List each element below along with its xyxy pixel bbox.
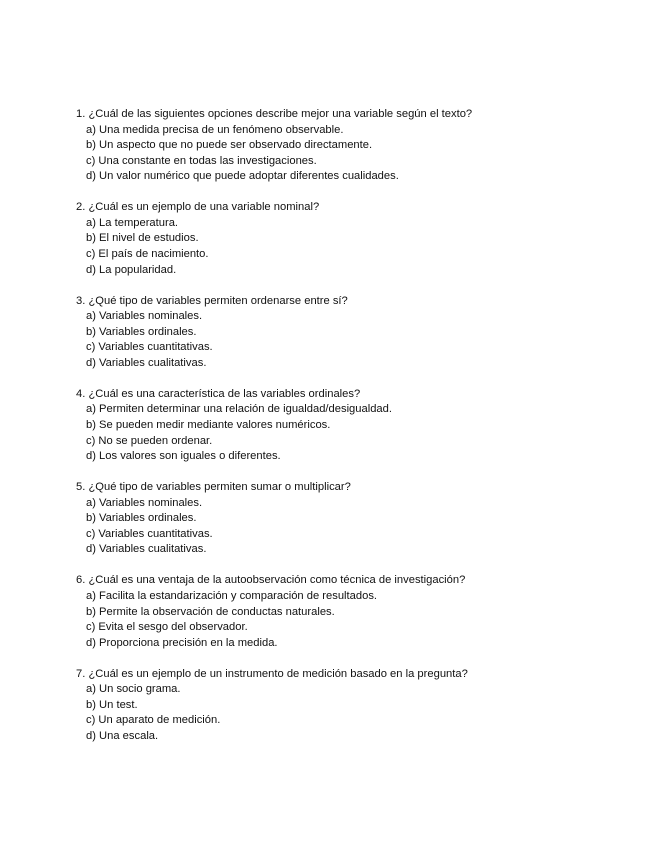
answer-option-a: a) Permiten determinar una relación de igualdad/desigualdad. [86, 403, 392, 416]
question-text: 7. ¿Cuál es un ejemplo de un instrumento de medición basado en la pregunta? [76, 667, 468, 680]
answer-option-d: d) La popularidad. [86, 263, 177, 276]
answer-option-a: a) Facilita la estandarización y comparación de resultados. [86, 589, 378, 602]
answer-option-b: b) Un test. [86, 698, 138, 711]
question-text: 4. ¿Cuál es una característica de las variables ordinales? [76, 387, 361, 400]
answer-option-c: c) Un aparato de medición. [86, 714, 221, 727]
answer-options [76, 309, 636, 371]
question-text: 1. ¿Cuál de las siguientes opciones describe mejor una variable según el texto? [76, 108, 473, 120]
answer-option-c: c) No se pueden ordenar. [86, 434, 213, 447]
question-text: 3. ¿Qué tipo de variables permiten ordenarse entre sí? [76, 294, 348, 307]
answer-option-d: d) Proporciona precisión en la medida. [86, 636, 278, 649]
answer-option-d: d) Variables cualitativas. [86, 356, 207, 369]
answer-option-a: a) La temperatura. [86, 216, 179, 229]
answer-option-c: c) Una constante en todas las investigaciones. [86, 154, 317, 167]
answer-options [76, 216, 636, 278]
answer-options [76, 123, 636, 185]
question-text: 2. ¿Cuál es un ejemplo de una variable nominal? [76, 201, 320, 214]
answer-option-c: c) Variables cuantitativas. [86, 341, 213, 354]
answer-options [76, 589, 636, 651]
question-text: 6. ¿Cuál es una ventaja de la autoobservación como técnica de investigación? [76, 574, 466, 587]
question-5 [76, 480, 636, 558]
answer-option-b: b) Se pueden medir mediante valores numéricos. [86, 418, 331, 431]
answer-option-a: a) Variables nominales. [86, 496, 203, 509]
answer-option-c: c) Evita el sesgo del observador. [86, 621, 248, 634]
answer-options [76, 682, 636, 744]
answer-option-b: b) Permite la observación de conductas naturales. [86, 605, 335, 618]
question-3 [76, 294, 636, 372]
answer-option-c: c) Variables cuantitativas. [86, 527, 213, 540]
answer-option-d: d) Un valor numérico que puede adoptar diferentes cualidades. [86, 170, 399, 183]
answer-option-b: b) Variables ordinales. [86, 512, 197, 525]
quiz-questions [76, 107, 636, 760]
question-2 [76, 200, 636, 278]
answer-option-d: d) Una escala. [86, 729, 159, 742]
answer-option-a: a) Una medida precisa de un fenómeno observable. [86, 123, 344, 136]
question-4 [76, 387, 636, 465]
answer-option-b: b) Variables ordinales. [86, 325, 197, 338]
answer-option-b: b) Un aspecto que no puede ser observado directamente. [86, 139, 373, 152]
answer-option-d: d) Variables cualitativas. [86, 543, 207, 556]
question-6 [76, 573, 636, 651]
answer-option-b: b) El nivel de estudios. [86, 232, 199, 245]
answer-options [76, 402, 636, 464]
answer-option-a: a) Un socio grama. [86, 683, 181, 696]
answer-option-d: d) Los valores son iguales o diferentes. [86, 450, 281, 463]
question-7 [76, 667, 636, 745]
answer-options [76, 496, 636, 558]
answer-option-c: c) El país de nacimiento. [86, 248, 209, 261]
question-text: 5. ¿Qué tipo de variables permiten sumar o multiplicar? [76, 481, 351, 494]
answer-option-a: a) Variables nominales. [86, 310, 203, 323]
question-1 [76, 107, 636, 185]
